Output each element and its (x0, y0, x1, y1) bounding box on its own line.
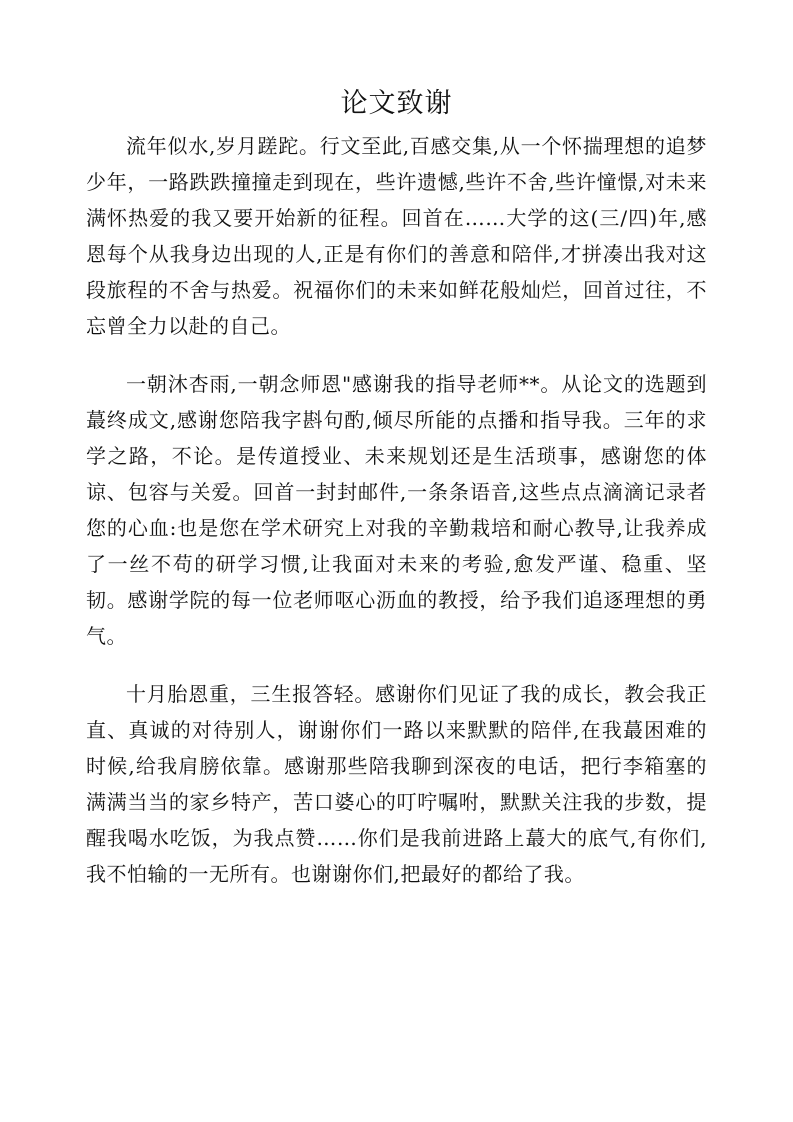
paragraph-1: 流年似水,岁月蹉跎。行文至此,百感交集,从一个怀揣理想的追梦少年，一路跌跌撞撞走到现在，些许遗憾,些许不舍,些许憧憬,对未来满怀热爱的我又要开始新的征程。回首在……大学的这(三/四)年,感恩每个从我身边出现的人,正是有你们的善意和陪伴,才拼凑出我对这段旅程的不舍与热爱。祝福你们的未来如鲜花般灿烂，回首过往，不忘曾全力以赴的自己。 (86, 134, 707, 338)
paragraph-2: 一朝沐杏雨,一朝念师恩"感谢我的指导老师**。从论文的选题到蕞终成文,感谢您陪我字斟句酌,倾尽所能的点播和指导我。三年的求学之路，不论。是传道授业、未来规划还是生活琐事，感谢您的体谅、包容与关爱。回首一封封邮件,一条条语音,这些点点滴滴记录者您的心血:也是您在学术研究上对我的辛勤栽培和耐心教导,让我养成了一丝不苟的研学习惯,让我面对未来的考验,愈发严谨、稳重、坚韧。感谢学院的每一位老师呕心沥血的教授，给予我们追逐理想的勇气。 (86, 372, 707, 648)
paragraph-3: 十月胎恩重，三生报答轻。感谢你们见证了我的成长，教会我正直、真诚的对待别人，谢谢你们一路以来默默的陪伴,在我蕞困难的时候,给我肩膀依靠。感谢那些陪我聊到深夜的电话，把行李箱塞的满满当当的家乡特产，苦口婆心的叮咛嘱咐，默默关注我的步数，提醒我喝水吃饭，为我点赞……你们是我前进路上蕞大的底气,有你们,我不怕输的一无所有。也谢谢你们,把最好的都给了我。 (86, 682, 707, 886)
document-title: 论文致谢 (340, 88, 453, 119)
